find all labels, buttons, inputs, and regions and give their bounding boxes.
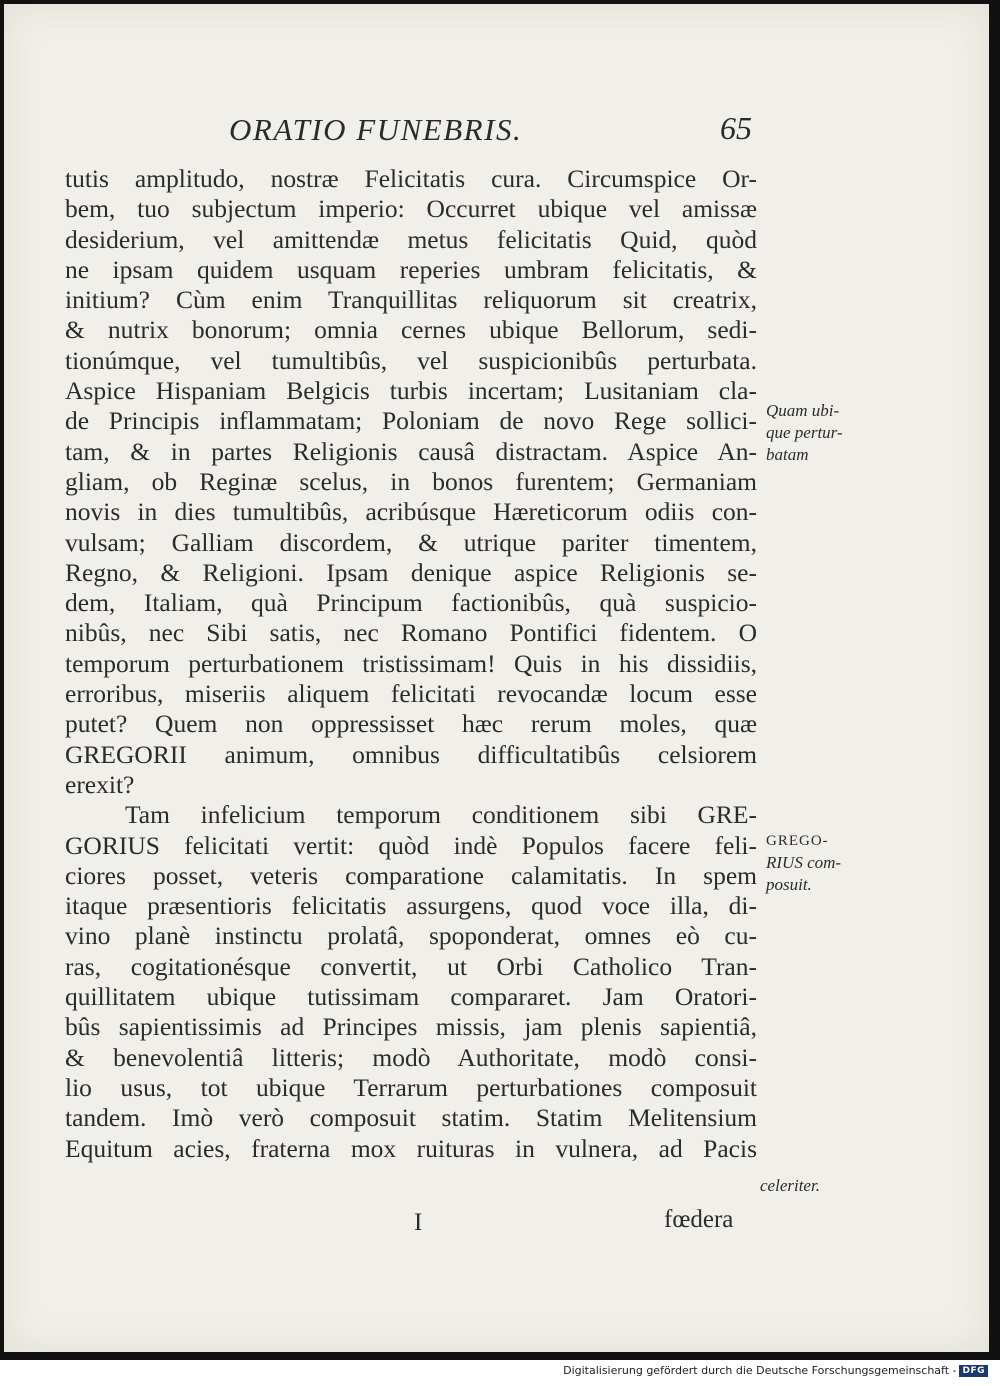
margin-note-line: GREGO- bbox=[766, 833, 829, 849]
text-line: tionúmque, vel tumultibûs, vel suspicionibûs perturbata. bbox=[65, 345, 757, 375]
text-line: initium? Cùm enim Tranquillitas reliquorum sit creatrix, bbox=[65, 285, 757, 315]
text-line: gliam, ob Reginæ scelus, in bonos furentem; Germaniam bbox=[65, 466, 757, 496]
text-line: ras, cogitationésque convertit, ut Orbi Catholico Tran- bbox=[65, 951, 757, 981]
page-number: 65 bbox=[720, 110, 752, 146]
text-line: & benevolentiâ litteris; modò Authoritate, modò consi- bbox=[65, 1042, 757, 1072]
margin-note-line: batam bbox=[766, 445, 809, 464]
text-line: de Principis inflammatam; Poloniam de novo Rege sollici- bbox=[65, 406, 757, 436]
body-text bbox=[65, 164, 757, 1164]
margin-note-gregorius bbox=[766, 830, 841, 896]
text-line: & nutrix bonorum; omnia cernes ubique Bellorum, sedi- bbox=[65, 315, 757, 345]
running-title: ORATIO FUNEBRIS. bbox=[229, 112, 523, 147]
text-line: vino planè instinctu prolatâ, spoponderat, omnes eò cu- bbox=[65, 921, 757, 951]
text-line: tam, & in partes Religionis causâ distractam. Aspice An- bbox=[65, 436, 757, 466]
dfg-logo-icon: DFG bbox=[959, 1365, 988, 1377]
text-line: ciores posset, veteris comparatione calamitatis. In spem bbox=[65, 860, 757, 890]
text-line: GORIUS felicitati vertit: quòd indè Populos facere feli- bbox=[65, 830, 757, 860]
text-line: bûs sapientissimis ad Principes missis, jam plenis sapientiâ, bbox=[65, 1012, 757, 1042]
text-line-paragraph-start: Tam infelicium temporum conditionem sibi GRE- bbox=[125, 800, 757, 830]
text-line: temporum perturbationem tristissimam! Quis in his dissidiis, bbox=[65, 648, 757, 678]
text-line: ne ipsam quidem usquam reperies umbram felicitatis, & bbox=[65, 254, 757, 284]
text-line: erroribus, miseriis aliquem felicitati revocandæ locum esse bbox=[65, 679, 757, 709]
text-line: tandem. Imò verò composuit statim. Statim Melitensium bbox=[65, 1103, 757, 1133]
text-line: quillitatem ubique tutissimam compararet. Jam Oratori- bbox=[65, 982, 757, 1012]
text-line: novis in dies tumultibûs, acribúsque Hæreticorum odiis con- bbox=[65, 497, 757, 527]
margin-note-line: Quam ubi- bbox=[766, 401, 840, 420]
margin-note-quam-ubique bbox=[766, 400, 843, 466]
text-line: GREGORII animum, omnibus difficultatibûs celsiorem bbox=[65, 739, 757, 769]
footer-credit bbox=[563, 1364, 988, 1377]
text-line: itaque præsentioris felicitatis assurgens, quod voce illa, di- bbox=[65, 891, 757, 921]
catchword: fœdera bbox=[664, 1206, 734, 1233]
text-line: Regno, & Religioni. Ipsam denique aspice Religionis se- bbox=[65, 557, 757, 587]
text-line: vulsam; Galliam discordem, & utrique pariter timentem, bbox=[65, 527, 757, 557]
text-line: Equitum acies, fraterna mox ruituras in vulnera, ad Pacis bbox=[65, 1133, 757, 1163]
text-line: tutis amplitudo, nostræ Felicitatis cura. Circumspice Or- bbox=[65, 164, 757, 193]
text-line: dem, Italiam, quà Principum factionibûs, quà suspicio- bbox=[65, 588, 757, 618]
text-line: nibûs, nec Sibi satis, nec Romano Pontifici fidentem. O bbox=[65, 618, 757, 648]
margin-note-line: que pertur- bbox=[766, 423, 843, 442]
signature-mark: I bbox=[414, 1209, 423, 1236]
margin-note-line: posuit. bbox=[766, 875, 812, 894]
text-line: desiderium, vel amittendæ metus felicitatis Quid, quòd bbox=[65, 224, 757, 254]
margin-note-line: RIUS com- bbox=[766, 853, 842, 872]
margin-note-celeriter: celeriter. bbox=[760, 1176, 820, 1195]
text-line: bem, tuo subjectum imperio: Occurret ubique vel amissæ bbox=[65, 194, 757, 224]
text-line-paragraph-end: erexit? bbox=[65, 769, 135, 799]
footer-text: Digitalisierung gefördert durch die Deutsche Forschungsgemeinschaft - bbox=[563, 1364, 957, 1377]
text-line: Aspice Hispaniam Belgicis turbis incertam; Lusitaniam cla- bbox=[65, 376, 757, 406]
text-line: putet? Quem non oppressisset hæc rerum moles, quæ bbox=[65, 709, 757, 739]
text-line: lio usus, tot ubique Terrarum perturbationes composuit bbox=[65, 1072, 757, 1102]
book-page bbox=[4, 4, 989, 1352]
